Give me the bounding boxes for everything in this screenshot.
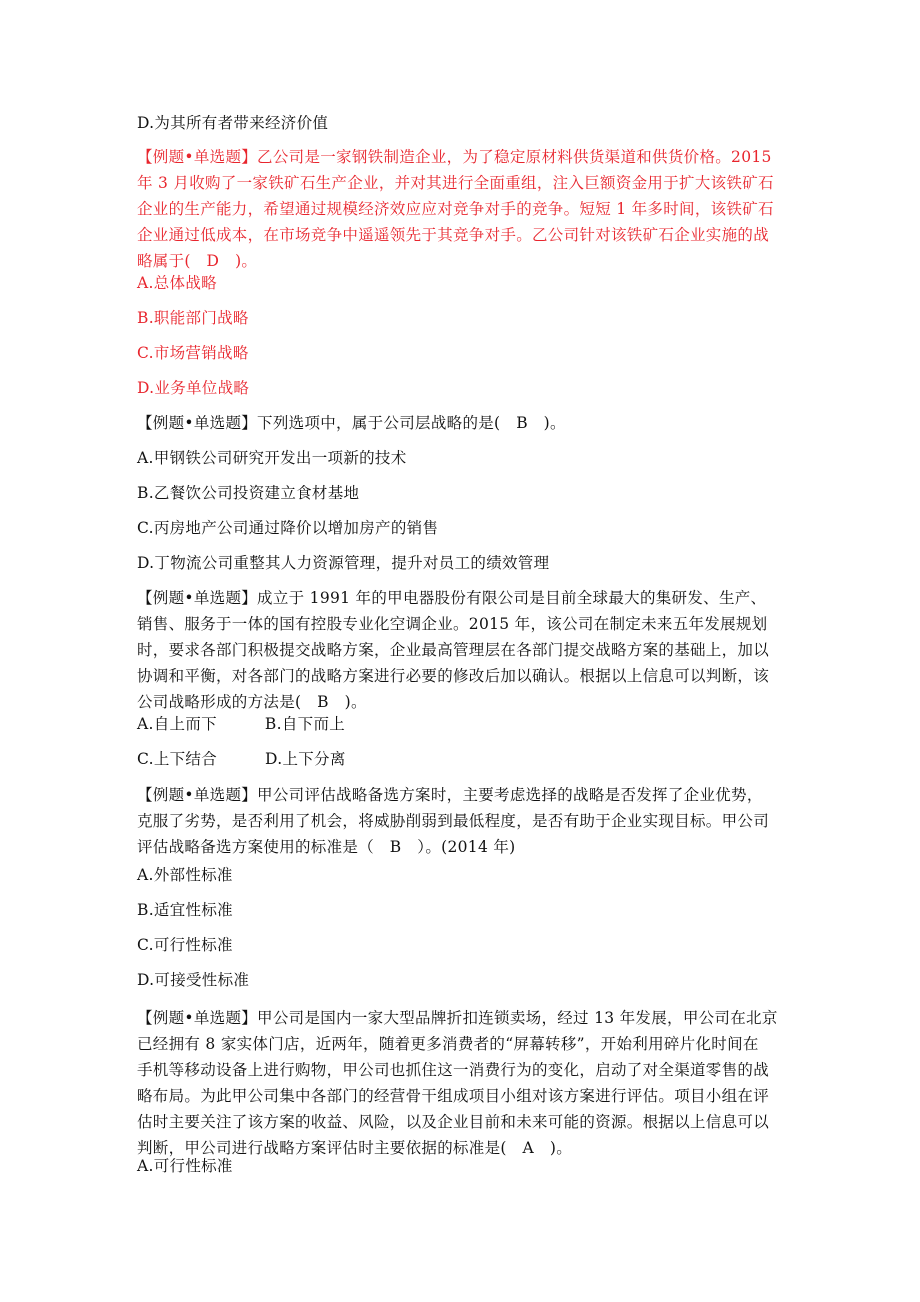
- q2-stem: 【例题•单选题】下列选项中，属于公司层战略的是( B )。: [137, 414, 566, 432]
- q1-option-a: A.总体战略: [137, 274, 217, 292]
- q0-option-d: D.为其所有者带来经济价值: [137, 114, 329, 132]
- q3-option-a: A.自上而下: [137, 715, 217, 733]
- q3-stem-line: 【例题•单选题】成立于 1991 年的甲电器股份有限公司是目前全球最大的集研发、生产、: [137, 589, 767, 607]
- q1-option-c: C.市场营销战略: [137, 344, 249, 362]
- q3-stem-line: 公司战略形成的方法是( B )。: [137, 693, 367, 711]
- q5-stem-line: 手机等移动设备上进行购物，甲公司也抓住这一消费行为的变化，启动了对全渠道零售的战: [137, 1061, 770, 1079]
- q2-option-b: B.乙餐饮公司投资建立食材基地: [137, 484, 360, 502]
- q1-option-b: B.职能部门战略: [137, 309, 249, 327]
- q3-option-c: C.上下结合: [137, 750, 218, 768]
- q5-stem-line: 已经拥有 8 家实体门店，近两年，随着更多消费者的“屏幕转移”，开始利用碎片化时间在: [137, 1035, 759, 1053]
- q3-stem-line: 时，要求各部门积极提交战略方案，企业最高管理层在各部门提交战略方案的基础上，加以: [137, 641, 770, 659]
- q3-option-d: D.上下分离: [265, 750, 346, 768]
- q1-option-d: D.业务单位战略: [137, 379, 250, 397]
- q5-stem-line: 判断，甲公司进行战略方案评估时主要依据的标准是( A )。: [137, 1139, 572, 1157]
- q4-option-b: B.适宜性标准: [137, 901, 233, 919]
- q4-option-c: C.可行性标准: [137, 936, 233, 954]
- q1-stem-line: 企业的生产能力，希望通过规模经济效应应对竞争对手的竞争。短短 1 年多时间，该铁矿石: [137, 200, 774, 218]
- q4-stem-line: 评估战略备选方案使用的标准是（ B ）。(2014 年): [137, 838, 516, 856]
- q3-options-row-1: [137, 711, 345, 737]
- q4-stem-line: 克服了劣势，是否利用了机会，将威胁削弱到最低程度，是否有助于企业实现目标。甲公司: [137, 812, 770, 830]
- q3-option-b: B.自下而上: [264, 715, 346, 733]
- q4-option-d: D.可接受性标准: [137, 971, 250, 989]
- q4-stem-line: 【例题•单选题】甲公司评估战略备选方案时，主要考虑选择的战略是否发挥了企业优势，: [137, 786, 763, 804]
- q3-stem: [137, 585, 787, 715]
- q5-stem-line: 估时主要关注了该方案的收益、风险，以及企业目前和未来可能的资源。根据以上信息可以: [137, 1113, 770, 1131]
- q2-option-d: D.丁物流公司重整其人力资源管理，提升对员工的绩效管理: [137, 554, 550, 572]
- q4-stem: [137, 782, 787, 860]
- q1-stem-line: 略属于( D )。: [137, 252, 258, 270]
- q4-option-a: A.外部性标准: [137, 866, 233, 884]
- q5-stem-line: 略布局。为此甲公司集中各部门的经营骨干组成项目小组对该方案进行评估。项目小组在评: [137, 1087, 770, 1105]
- q2-option-a: A.甲钢铁公司研究开发出一项新的技术: [137, 449, 407, 467]
- q2-option-c: C.丙房地产公司通过降价以增加房产的销售: [137, 519, 439, 537]
- q1-stem-line: 企业通过低成本，在市场竞争中遥遥领先于其竞争对手。乙公司针对该铁矿石企业实施的战: [137, 226, 770, 244]
- q3-stem-line: 协调和平衡，对各部门的战略方案进行必要的修改后加以确认。根据以上信息可以判断，该: [137, 667, 770, 685]
- q5-option-a: A.可行性标准: [137, 1157, 233, 1175]
- q3-options-row-2: [137, 746, 346, 772]
- q3-stem-line: 销售、服务于一体的国有控股专业化空调企业。2015 年，该公司在制定未来五年发展规划: [137, 615, 768, 633]
- q5-stem-line: 【例题•单选题】甲公司是国内一家大型品牌折扣连锁卖场，经过 13 年发展，甲公司在北京: [137, 1009, 778, 1027]
- q5-stem: [137, 1005, 787, 1161]
- q1-stem-line: 【例题•单选题】乙公司是一家钢铁制造企业，为了稳定原材料供货渠道和供货价格。2015: [137, 148, 772, 166]
- q1-stem: [137, 144, 787, 274]
- q1-stem-line: 年 3 月收购了一家铁矿石生产企业，并对其进行全面重组，注入巨额资金用于扩大该铁矿石: [137, 174, 774, 192]
